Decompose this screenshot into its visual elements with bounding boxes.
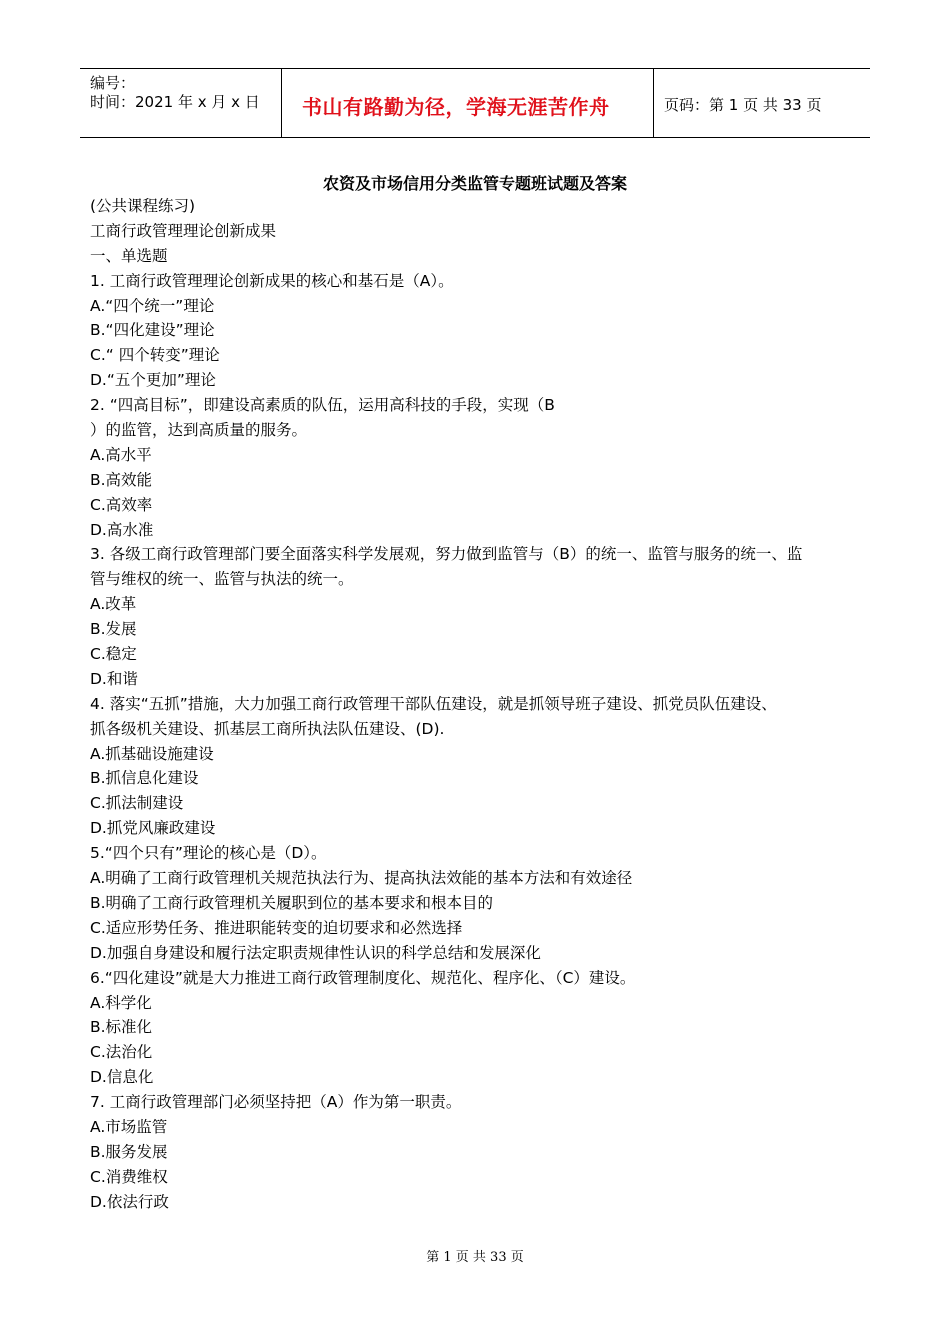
text-line: C.抓法制建设 [90, 794, 184, 813]
text-line: B.服务发展 [90, 1142, 168, 1161]
text-line: C.高效率 [90, 495, 153, 514]
header-info-cell [80, 69, 282, 137]
text-line: B.发展 [90, 620, 137, 639]
header-page-cell [654, 69, 870, 137]
text-line: A.改革 [90, 595, 137, 614]
page-code: 页码：第 1 页 共 33 页 [664, 96, 822, 114]
text-line: C.适应形势任务、推进职能转变的迫切要求和必然选择 [90, 918, 463, 937]
text-line: 一、单选题 [90, 246, 168, 265]
text-line: D.“五个更加”理论 [90, 371, 216, 390]
text-line: B.明确了工商行政管理机关履职到位的基本要求和根本目的 [90, 893, 494, 912]
text-line: D.信息化 [90, 1068, 154, 1087]
text-line: B.高效能 [90, 470, 153, 489]
text-line: C.稳定 [90, 645, 137, 664]
text-line: A.“四个统一”理论 [90, 296, 215, 315]
text-line: D.和谐 [90, 669, 138, 688]
text-line: 工商行政管理理论创新成果 [90, 221, 277, 240]
number-label: 编号： [90, 74, 136, 92]
text-line: (公共课程练习) [90, 197, 196, 215]
text-line: A.市场监管 [90, 1117, 168, 1136]
text-line: A.明确了工商行政管理机关规范执法行为、提高执法效能的基本方法和有效途径 [90, 869, 633, 888]
text-line: C.法治化 [90, 1043, 153, 1062]
header-motto-cell [282, 69, 654, 137]
page-footer: 第 1 页 共 33 页 [426, 1250, 524, 1265]
text-line: 4. 落实“五抓”措施，大力加强工商行政管理干部队伍建设，就是抓领导班子建设、抓党员队伍建设、 [90, 694, 777, 713]
text-line: B.“四化建设”理论 [90, 321, 215, 340]
text-line: 管与维权的统一、监管与执法的统一。 [90, 570, 354, 589]
text-line: 1. 工商行政管理理论创新成果的核心和基石是（A）。 [90, 271, 454, 290]
text-line: A.科学化 [90, 993, 152, 1012]
text-line: D.抓党风廉政建设 [90, 819, 216, 838]
text-line: 3. 各级工商行政管理部门要全面落实科学发展观，努力做到监管与（B）的统一、监管与服务的统一、监 [90, 545, 803, 564]
document-body [90, 194, 870, 1215]
text-line: A.高水平 [90, 445, 152, 464]
text-line: ）的监管，达到高质量的服务。 [90, 421, 308, 440]
text-line: 5.“四个只有”理论的核心是（D）。 [90, 844, 327, 863]
document-title: 农资及市场信用分类监管专题班试题及答案 [322, 174, 627, 193]
text-line: 2. “四高目标”，即建设高素质的队伍，运用高科技的手段，实现（B [90, 396, 555, 415]
text-line: D.高水准 [90, 520, 154, 539]
text-line: A.抓基础设施建设 [90, 744, 214, 763]
text-line: D.加强自身建设和履行法定职责规律性认识的科学总结和发展深化 [90, 943, 541, 962]
text-line: 7. 工商行政管理部门必须坚持把（A）作为第一职责。 [90, 1093, 462, 1112]
text-line: B.标准化 [90, 1018, 153, 1037]
text-line: C.消费维权 [90, 1167, 168, 1186]
text-line: B.抓信息化建设 [90, 769, 199, 788]
time-label: 时间：2021 年 x 月 x 日 [90, 93, 260, 111]
text-line: 6.“四化建设”就是大力推进工商行政管理制度化、规范化、程序化、（C）建设。 [90, 968, 636, 987]
text-line: D.依法行政 [90, 1192, 169, 1211]
document-header [80, 68, 870, 138]
text-line: 抓各级机关建设、抓基层工商所执法队伍建设、(D). [90, 719, 445, 738]
motto-text: 书山有路勤为径，学海无涯苦作舟 [302, 95, 610, 119]
text-line: C.“ 四个转变”理论 [90, 346, 220, 365]
